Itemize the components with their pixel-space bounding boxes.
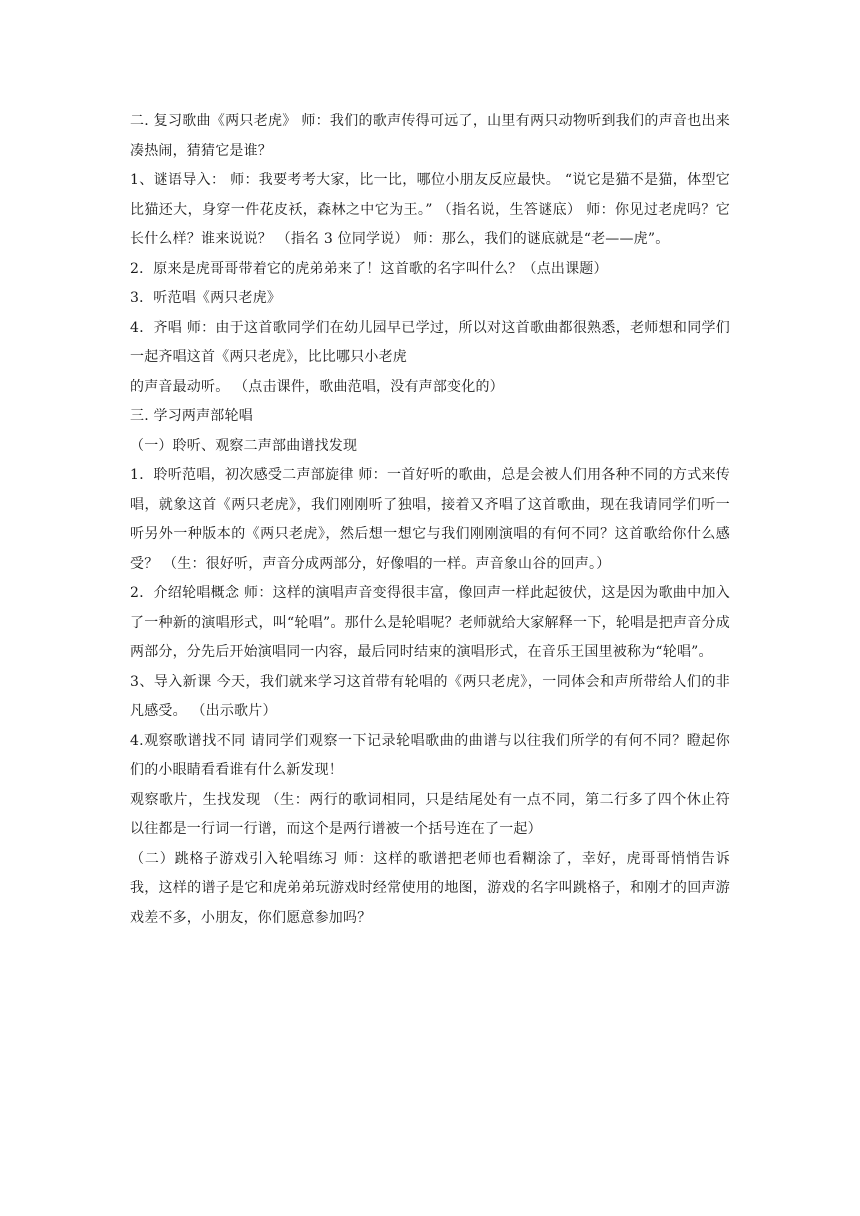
paragraph-listen-round: 1．聆听范唱，初次感受二声部旋律 师：一首好听的歌曲，总是会被人们用各种不同的方式来传唱，就象这首《两只老虎》，我们刚刚听了独唱，接着又齐唱了这首歌曲，现在我请同学们听一听另外一种版本的《两只老虎》，然后想一想它与我们刚刚演唱的有何不同？这首歌给你什么感受？ （生：很好听，声音分成两部分，好像唱的一样。声音象山谷的回声。）: [130, 467, 730, 572]
paragraph-new-lesson: 3、导入新课 今天，我们就来学习这首带有轮唱的《两只老虎》，一同体会和声所带给人们的非凡感受。 （出示歌片）: [130, 673, 730, 719]
paragraph-hopscotch-game: （二）跳格子游戏引入轮唱练习 师：这样的歌谱把老师也看糊涂了，幸好，虎哥哥悄悄告诉我，这样的谱子是它和虎弟弟玩游戏时经常使用的地图，游戏的名字叫跳格子，和刚才的回声游戏差不多，小朋友，你们愿意参加吗？: [130, 850, 730, 926]
subsection-heading-observe: （一）聆听、观察二声部曲谱找发现: [130, 437, 358, 454]
paragraph-round-concept: 2．介绍轮唱概念 师：这样的演唱声音变得很丰富，像回声一样此起彼伏，这是因为歌曲中加入了一种新的演唱形式，叫“轮唱”。那什么是轮唱呢？老师就给大家解释一下，轮唱是把声音分成两部分，分先后开始演唱同一内容，最后同时结束的演唱形式，在音乐王国里被称为“轮唱”。: [130, 585, 730, 660]
paragraph-student-findings: 观察歌片，生找发现 （生：两行的歌词相同，只是结尾处有一点不同，第二行多了四个休止符 以往都是一行词一行谱，而这个是两行谱被一个括号连在了一起）: [130, 791, 730, 837]
paragraph-listen-demo: 3．听范唱《两只老虎》: [130, 290, 282, 306]
paragraph-topic-intro: 2．原来是虎哥哥带着它的虎弟弟来了！这首歌的名字叫什么？（点出课题）: [130, 260, 608, 277]
document-body: [130, 107, 730, 933]
section-heading-round-singing: 三. 学习两声部轮唱: [130, 408, 253, 424]
paragraph-review-song: 二. 复习歌曲《两只老虎》 师：我们的歌声传得可远了，山里有两只动物听到我们的声音也出来凑热闹，猜猜它是谁？: [130, 113, 730, 159]
paragraph-sing-together: 4．齐唱 师：由于这首歌同学们在幼儿园早已学过，所以对这首歌曲都很熟悉，老师想和同学们一起齐唱这首《两只老虎》，比比哪只小老虎: [130, 319, 730, 365]
paragraph-observe-score: 4.观察歌谱找不同 请同学们观察一下记录轮唱歌曲的曲谱与以往我们所学的有何不同？瞪起你们的小眼睛看看谁有什么新发现！: [130, 732, 730, 778]
paragraph-riddle-intro: 1、谜语导入： 师：我要考考大家，比一比，哪位小朋友反应最快。 “说它是猫不是猫，体型它比猫还大，身穿一件花皮袄，森林之中它为王。” （指名说，生答谜底） 师：你见过老虎吗？它长什么样？谁来说说？ （指名 3 位同学说） 师：那么，我们的谜底就是“老——虎”。: [130, 172, 730, 247]
paragraph-sing-together-cont: 的声音最动听。 （点击课件，歌曲范唱，没有声部变化的）: [130, 378, 504, 395]
